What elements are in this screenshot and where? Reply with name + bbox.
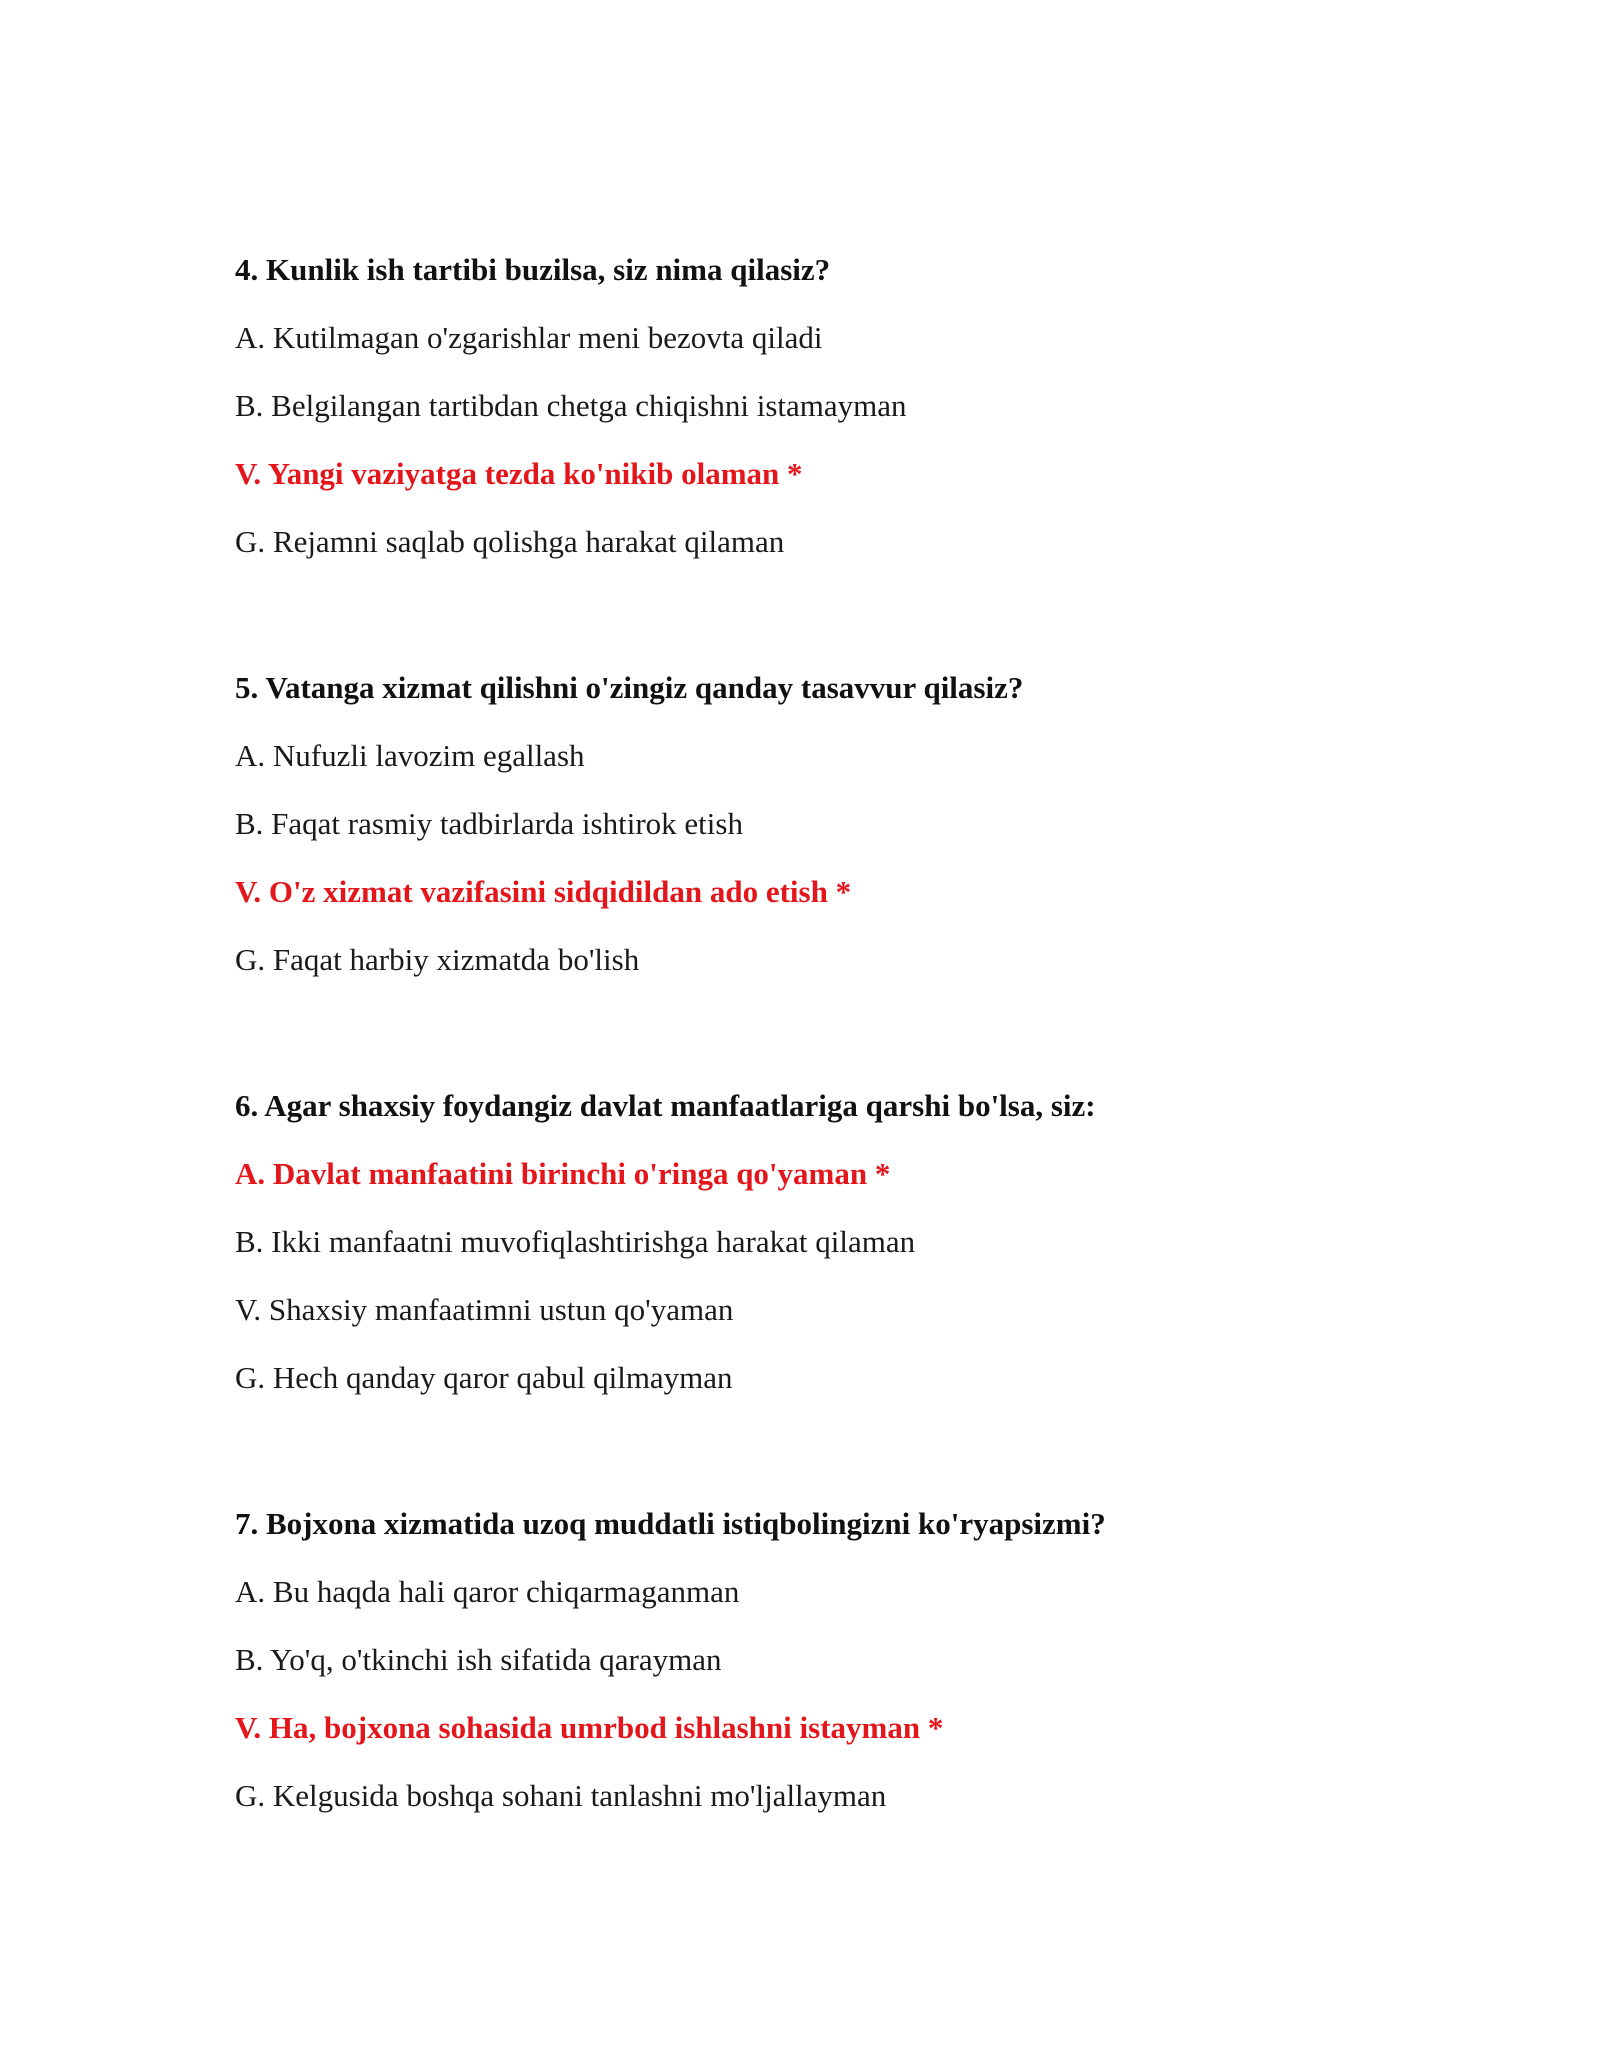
question-block-7 [235,1504,1435,1816]
answer-option: B. Ikki manfaatni muvofiqlashtirishga harakat qilaman [235,1224,916,1259]
question-title: 5. Vatanga xizmat qilishni o'zingiz qanday tasavvur qilasiz? [235,670,1024,705]
answer-option: B. Faqat rasmiy tadbirlarda ishtirok etish [235,806,743,841]
question-title: 4. Kunlik ish tartibi buzilsa, siz nima qilasiz? [235,252,831,287]
question-block-4 [235,250,1435,562]
answer-option: V. Shaxsiy manfaatimni ustun qo'yaman [235,1292,734,1327]
correct-answer-option: V. Yangi vaziyatga tezda ko'nikib olaman * [235,456,803,491]
answer-option: B. Belgilangan tartibdan chetga chiqishni istamayman [235,388,907,423]
answer-option: G. Rejamni saqlab qolishga harakat qilaman [235,524,785,559]
answer-option: G. Kelgusida boshqa sohani tanlashni mo'ljallayman [235,1778,887,1813]
document-page [235,250,1435,1816]
question-title: 7. Bojxona xizmatida uzoq muddatli istiqbolingizni ko'ryapsizmi? [235,1506,1106,1541]
correct-answer-option: A. Davlat manfaatini birinchi o'ringa qo'yaman * [235,1156,891,1191]
answer-option: G. Faqat harbiy xizmatda bo'lish [235,942,640,977]
answer-option: G. Hech qanday qaror qabul qilmayman [235,1360,733,1395]
question-block-6 [235,1086,1435,1398]
answer-option: B. Yo'q, o'tkinchi ish sifatida qarayman [235,1642,722,1677]
correct-answer-option: V. Ha, bojxona sohasida umrbod ishlashni istayman * [235,1710,944,1745]
correct-answer-option: V. O'z xizmat vazifasini sidqidildan ado etish * [235,874,852,909]
question-block-5 [235,668,1435,980]
answer-option: A. Kutilmagan o'zgarishlar meni bezovta qiladi [235,320,823,355]
answer-option: A. Bu haqda hali qaror chiqarmaganman [235,1574,740,1609]
answer-option: A. Nufuzli lavozim egallash [235,738,585,773]
question-title: 6. Agar shaxsiy foydangiz davlat manfaatlariga qarshi bo'lsa, siz: [235,1088,1096,1123]
